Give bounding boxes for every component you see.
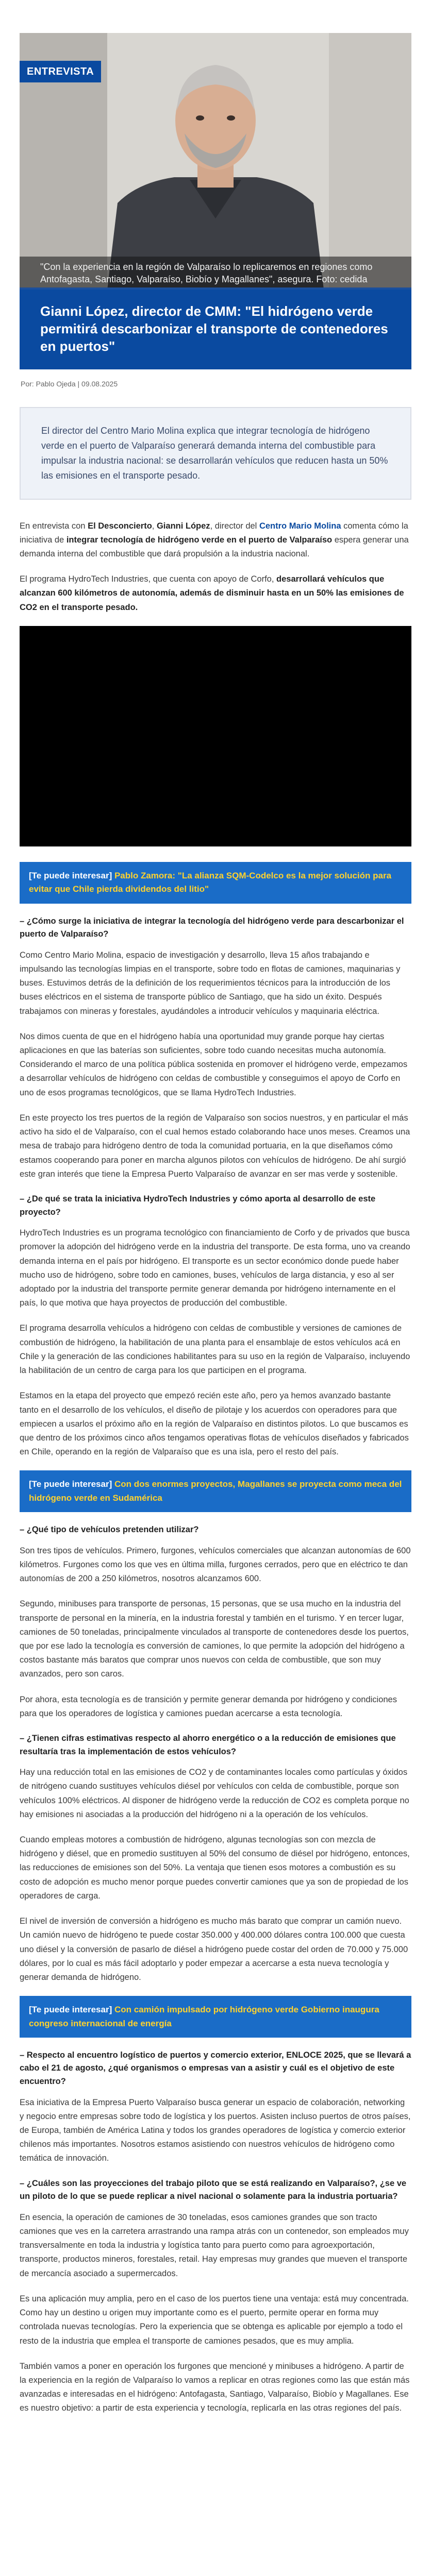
answer-paragraph: En este proyecto los tres puertos de la región de Valparaíso son socios nuestros, y en particular el más activo ha sido el de Valparaíso, con el cual hemos estado colaborando hace unos meses. Creamos una mesa de trabajo para hidrógeno dentro de toda la comunidad portuaria, en la que diseñamos cómo estamos cooperando para poner en marcha algunos pilotos con vehículos de hidrógeno. De ahí surgió este gran interés que tiene la Empresa Puerto Valparaíso de avanzar en ser mas verde y sostenible. [20, 1113, 410, 1179]
text-segment: En entrevista con [20, 521, 88, 531]
hero-image [20, 33, 411, 290]
answer-paragraph: Segundo, minibuses para transporte de personas, 15 personas, que se usa mucho en la industria del transporte de personal en la minería, en la industria forestal y también en el turismo. Y en tercer lugar, camiones de 50 toneladas, principalmente vinculados al transporte de contenedores desde los puertos, que por ese lado la tecnología es conversión de camiones, lo que permite la adopción del hidrógeno a costos bastante más baratos que comprar unos nuevos con celda de combustible, que son muy avanzados, pero son caros. [20, 1599, 409, 1679]
text-segment: , director del [210, 521, 259, 531]
answer-paragraph: En esencia, la operación de camiones de 30 toneladas, esos camiones grandes que son tracto camiones que ves en la carretera arrastrando una rampa atrás con un contenedor, son empleados muy transversalmente en toda la industria y logística tanto para puerto como para agroexportación, transporte, productos mineros, forestales, retail. Hay empresas muy grandes que mueven el transporte de mercancía asociado a supermercados. [20, 2212, 409, 2278]
text-bold: desarrollará vehículos que alcanzan 600 kilómetros de autonomía, además de disminuir hasta en un 50% las emisiones de CO2 en el transporte pesado. [20, 574, 404, 612]
question-6: – ¿Cuáles son las proyecciones del trabajo piloto que se está realizando en Valparaíso?, ¿se ve un piloto de lo que se puede replicar a nivel nacional o solamente para la industria portuaria? [20, 2178, 407, 2201]
answer-paragraph: Estamos en la etapa del proyecto que empezó recién este año, pero ya hemos avanzado bastante tanto en el desarrollo de los vehículos, el diseño de pilotaje y los acuerdos con operadores para que empiecen a usarlos el próximo año en la región de Valparaíso en distintos pilotos. Lo que buscamos es que dentro de los próximos cinco años tengamos operativas flotas de vehículos diseñados y fabricados en Chile, operando en la región de Valparaíso que es una isla, pero el resto del país. [20, 1391, 409, 1457]
text-bold: El Desconcierto [88, 521, 152, 531]
article-title: Gianni López, director de CMM: "El hidrógeno verde permitirá descarbonizar el transporte de contenedores en puertos" [20, 290, 411, 369]
answer-paragraph: El programa desarrolla vehículos a hidrógeno con celdas de combustible y versiones de camiones de combustión de hidrógeno, la habilitación de una planta para el ensamblaje de estos vehículos acá en Chile y la generación de las condiciones habilitantes para su uso en la región de Valparaíso, incluyendo la habilitación de un centro de carga para los que participen en el programa. [20, 1324, 410, 1376]
question-1: – ¿Cómo surge la iniciativa de integrar la tecnología del hidrógeno verde para descarbonizar el puerto de Valparaíso? [20, 916, 404, 939]
paragraph-program [20, 572, 411, 615]
photo-caption: "Con la experiencia en la región de Valparaíso lo replicaremos en regiones como Antofagasta, Santiago, Valparaíso, Biobío y Magallanes", asegura. Foto: cedida [20, 257, 411, 290]
video-embed[interactable] [20, 626, 411, 846]
question-3: – ¿Qué tipo de vehículos pretenden utilizar? [20, 1525, 199, 1535]
centro-mario-molina-link[interactable]: Centro Mario Molina [259, 521, 341, 531]
answer-paragraph: Esa iniciativa de la Empresa Puerto Valparaíso busca generar un espacio de colaboración, networking y negocio entre empresas sobre todo de logística y los puertos. Asisten incluso puertos de otros países, de Europa, también de América Latina y todos los grandes operadores de logística y comercio exterior chilenos más importantes. Nosotros estamos asistiendo con nuestros vehículos de hidrógeno como temática de innovación. [20, 2097, 411, 2163]
answer-paragraph: Como Centro Mario Molina, espacio de investigación y desarrollo, lleva 15 años trabajando e impulsando las tecnologías limpias en el transporte, sobre todo en flotas de camiones, maquinarias y buses. Estuvimos detrás de la definición de los requerimientos técnicos para la introducción de los buses eléctricos en el sistema de transporte público de Santiago, que ha sido un éxito. Después trabajamos con mineras y forestales, ayudándoles a introducir vehículos y maquinaria eléctrica. [20, 950, 401, 1016]
article-byline: Por: Pablo Ojeda | 09.08.2025 [21, 380, 118, 388]
related-article-3[interactable] [20, 1996, 411, 2038]
related-link[interactable]: Con camión impulsado por hidrógeno verde Gobierno inaugura congreso internacional de energía [29, 2005, 379, 2028]
text-bold: Gianni López [156, 521, 210, 531]
text-segment: comenta cómo la iniciativa de [20, 521, 408, 545]
answer-paragraph: Por ahora, esta tecnología es de transición y permite generar demanda por hidrógeno y condiciones para que los operadores de logística y camiones puedan acercarse a esta tecnología. [20, 1694, 397, 1718]
article-page [0, 33, 431, 2458]
text-segment: espera generar una demanda interna del combustible que dará propulsión a la industria nacional. [20, 535, 409, 559]
question-5: – Respecto al encuentro logístico de puertos y comercio exterior, ENLOCE 2025, que se llevará a cabo el 21 de agosto, ¿qué organismos o empresas van a asistir y cuál es el objetivo de este encuentro? [20, 2050, 411, 2087]
related-label: [Te puede interesar] [29, 2005, 114, 2015]
answer-paragraph: También vamos a poner en operación los furgones que mencioné y minibuses a hidrógeno. A partir de la experiencia en la región de Valparaíso lo vamos a replicar en otras regiones como las que están más avanzadas e interesadas en el hidrógeno: Antofagasta, Santiago, Valparaíso, Biobío y Magallanes. Ese es nuestro objetivo: a partir de esta experiencia y tecnología, replicarla en las otras regiones del país. [20, 2361, 410, 2413]
answer-paragraph: Hay una reducción total en las emisiones de CO2 y de contaminantes locales como partículas y óxidos de nitrógeno cuando sustituyes vehículos diésel por vehículos con celda de combustible, porque son vehículos 100% eléctricos. Al disponer de hidrógeno verde la reducción de CO2 es completa porque no hay emisiones ni asociadas a la producción del hidrógeno ni a la operación de los vehículos. [20, 1768, 409, 1819]
related-link[interactable]: Pablo Zamora: "La alianza SQM-Codelco es la mejor solución para evitar que Chile pierda dividendos del litio" [29, 870, 392, 894]
answer-paragraph: Son tres tipos de vehículos. Primero, furgones, vehículos comerciales que alcanzan autonomías de 600 kilómetros. Furgones como los que ves en última milla, furgones cerrados, pero que en eléctrico te dan autonomías de 200 a 250 kilómetros, nosotros alcanzamos 600. [20, 1546, 411, 1584]
caption-divider [20, 287, 411, 290]
answer-paragraph: HydroTech Industries es un programa tecnológico con financiamiento de Corfo y de privados que busca promover la adopción del hidrógeno verde en la industria del transporte. De esta forma, uno va creando demanda interna en el país por hidrógeno. El transporte es un sector económico donde puede haber mucho uso de hidrógeno, sobre todo en camiones, buses, vehículos de larga distancia, y eso al ser adoptado por la industria del transporte permite generar demanda por hidrógeno internamente en el país, lo que motiva que haya proyectos de producción del combustible. [20, 1228, 410, 1308]
related-article-1[interactable] [20, 862, 411, 904]
question-2: – ¿De qué se trata la iniciativa HydroTech Industries y cómo aporta al desarrollo de este proyecto? [20, 1194, 376, 1217]
section-tag: ENTREVISTA [20, 61, 101, 82]
related-label: [Te puede interesar] [29, 1479, 114, 1489]
text-segment: , [152, 521, 157, 531]
related-article-2[interactable] [20, 1470, 411, 1512]
text-bold: integrar tecnología de hidrógeno verde en el puerto de Valparaíso [66, 535, 333, 545]
answer-paragraph: Es una aplicación muy amplia, pero en el caso de los puertos tiene una ventaja: está muy concentrada. Como hay un destino u origen muy importante como es el puerto, permite operar en forma muy controlada nuevas tecnologías. Pero la experiencia que se obtenga es aplicable por ejemplo a todo el resto de la industria que emplea el transporte de camiones pesados, que es muy amplia. [20, 2294, 409, 2346]
answer-paragraph: El nivel de inversión de conversión a hidrógeno es mucho más barato que comprar un camión nuevo. Un camión nuevo de hidrógeno te puede costar 350.000 y 400.000 dólares contra 100.000 que cuesta uno diésel y la conversión de pasarlo de diésel a hidrógeno puede costar del orden de 70.000 y 75.000 dólares, por lo cual es más fácil adoptarlo y poder empezar a acercarse a esta nueva tecnología y generar demanda de hidrógeno. [20, 1917, 408, 1982]
related-label: [Te puede interesar] [29, 870, 114, 880]
paragraph-intro [20, 519, 411, 562]
article-lead: El director del Centro Mario Molina explica que integrar tecnología de hidrógeno verde en el puerto de Valparaíso generará demanda interna del combustible para impulsar la industria nacional: se desarrollarán vehículos que reducen hasta un 50% las emisiones en el transporte pesado. [20, 407, 411, 499]
text-segment: El programa HydroTech Industries, que cuenta con apoyo de Corfo, [20, 574, 277, 584]
answer-paragraph: Nos dimos cuenta de que en el hidrógeno había una oportunidad muy grande porque hay ciertas aplicaciones en que las baterías son suficientes, sobre todo cuando necesitas mucha autonomía. Considerando el marco de una política pública sostenida en promover el hidrógeno verde, empezamos a desarrollar vehículos de hidrógeno con celdas de combustible y conseguimos el apoyo de Corfo en uno de esos programas tecnológicos, que se llama HydroTech Industries. [20, 1031, 408, 1097]
related-link[interactable]: Con dos enormes proyectos, Magallanes se proyecta como meca del hidrógeno verde en Sudamérica [29, 1479, 402, 1503]
question-4: – ¿Tienen cifras estimativas respecto al ahorro energético o a la reducción de emisiones que resultaría tras la implementación de estos vehículos? [20, 1734, 396, 1756]
answer-paragraph: Cuando empleas motores a combustión de hidrógeno, algunas tecnologías son con mezcla de hidrógeno y diésel, que en promedio sustituyen al 50% del consumo de diésel por hidrógeno, entonces, las reducciones de emisiones son del 50%. La ventaja que tienen esos motores a combustión es su costo de adopción es mucho menor porque puedes convertir camiones que ya son de propiedad de los operadores de carga. [20, 1835, 410, 1901]
